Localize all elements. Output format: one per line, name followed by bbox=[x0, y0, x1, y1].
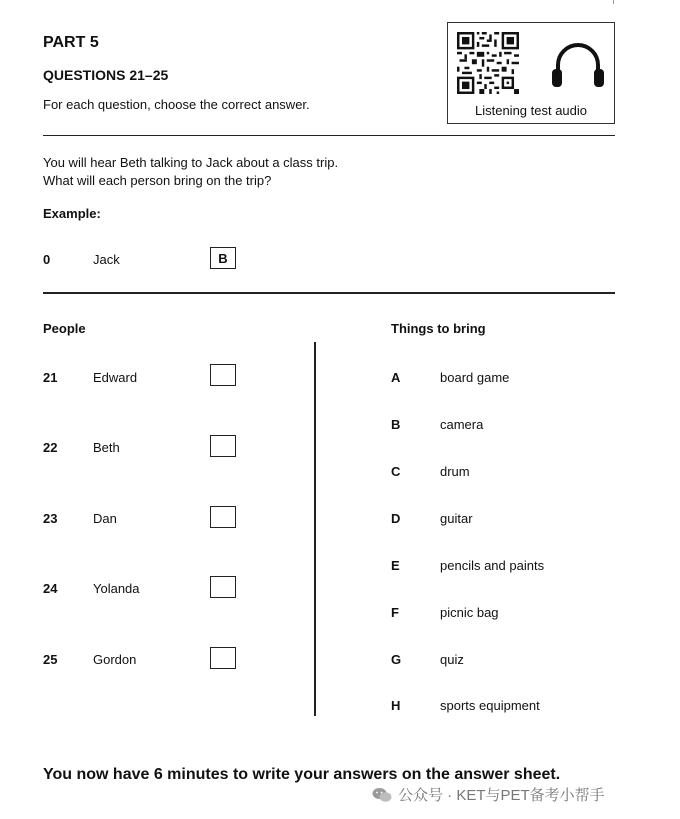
person-name: Edward bbox=[93, 370, 138, 385]
audio-caption: Listening test audio bbox=[474, 103, 588, 118]
answer-box-21[interactable] bbox=[210, 364, 236, 386]
option-text: board game bbox=[440, 370, 510, 385]
people-heading: People bbox=[43, 321, 86, 336]
question-number: 24 bbox=[43, 581, 58, 596]
question-number: 21 bbox=[43, 370, 58, 385]
option-letter: G bbox=[391, 652, 402, 667]
context-text bbox=[43, 154, 338, 190]
page-edge-mark bbox=[613, 0, 614, 4]
context-line-1: You will hear Beth talking to Jack about a class trip. bbox=[43, 155, 339, 170]
person-name: Dan bbox=[93, 511, 117, 526]
headphones-icon bbox=[548, 39, 608, 91]
context-line-2: What will each person bring on the trip? bbox=[43, 173, 272, 188]
example-number: 0 bbox=[43, 252, 51, 267]
answer-box-22[interactable] bbox=[210, 435, 236, 457]
things-heading: Things to bring bbox=[391, 321, 486, 336]
person-name: Yolanda bbox=[93, 581, 140, 596]
footer-instruction: You now have 6 minutes to write your answers on the answer sheet. bbox=[43, 766, 561, 783]
question-number: 22 bbox=[43, 440, 58, 455]
option-text: camera bbox=[440, 417, 484, 432]
option-letter: D bbox=[391, 511, 401, 526]
person-name: Beth bbox=[93, 440, 120, 455]
part-title: PART 5 bbox=[43, 34, 99, 51]
answer-box-23[interactable] bbox=[210, 506, 236, 528]
divider-top bbox=[43, 135, 615, 136]
divider-middle bbox=[43, 292, 615, 294]
question-number: 23 bbox=[43, 511, 58, 526]
column-divider bbox=[314, 342, 316, 716]
option-text: quiz bbox=[440, 652, 464, 667]
watermark bbox=[372, 784, 605, 805]
option-letter: C bbox=[391, 464, 401, 479]
option-text: guitar bbox=[440, 511, 473, 526]
person-name: Gordon bbox=[93, 652, 137, 667]
option-text: pencils and paints bbox=[440, 558, 545, 573]
question-number: 25 bbox=[43, 652, 58, 667]
option-letter: E bbox=[391, 558, 400, 573]
option-letter: F bbox=[391, 605, 399, 620]
instruction-text: For each question, choose the correct answer. bbox=[43, 97, 310, 112]
qr-code-icon[interactable] bbox=[457, 32, 519, 94]
option-letter: B bbox=[391, 417, 401, 432]
example-name: Jack bbox=[93, 252, 120, 267]
option-letter: H bbox=[391, 698, 401, 713]
audio-box[interactable] bbox=[447, 22, 615, 124]
option-text: sports equipment bbox=[440, 698, 540, 713]
option-letter: A bbox=[391, 370, 401, 385]
watermark-text: 公众号 · KET与PET备考小帮手 bbox=[398, 787, 605, 804]
wechat-icon bbox=[372, 787, 392, 803]
example-label: Example: bbox=[43, 206, 101, 221]
answer-box-25[interactable] bbox=[210, 647, 236, 669]
option-text: picnic bag bbox=[440, 605, 499, 620]
questions-range: QUESTIONS 21–25 bbox=[43, 67, 169, 83]
example-answer-box: B bbox=[210, 247, 236, 269]
option-text: drum bbox=[440, 464, 470, 479]
answer-box-24[interactable] bbox=[210, 576, 236, 598]
